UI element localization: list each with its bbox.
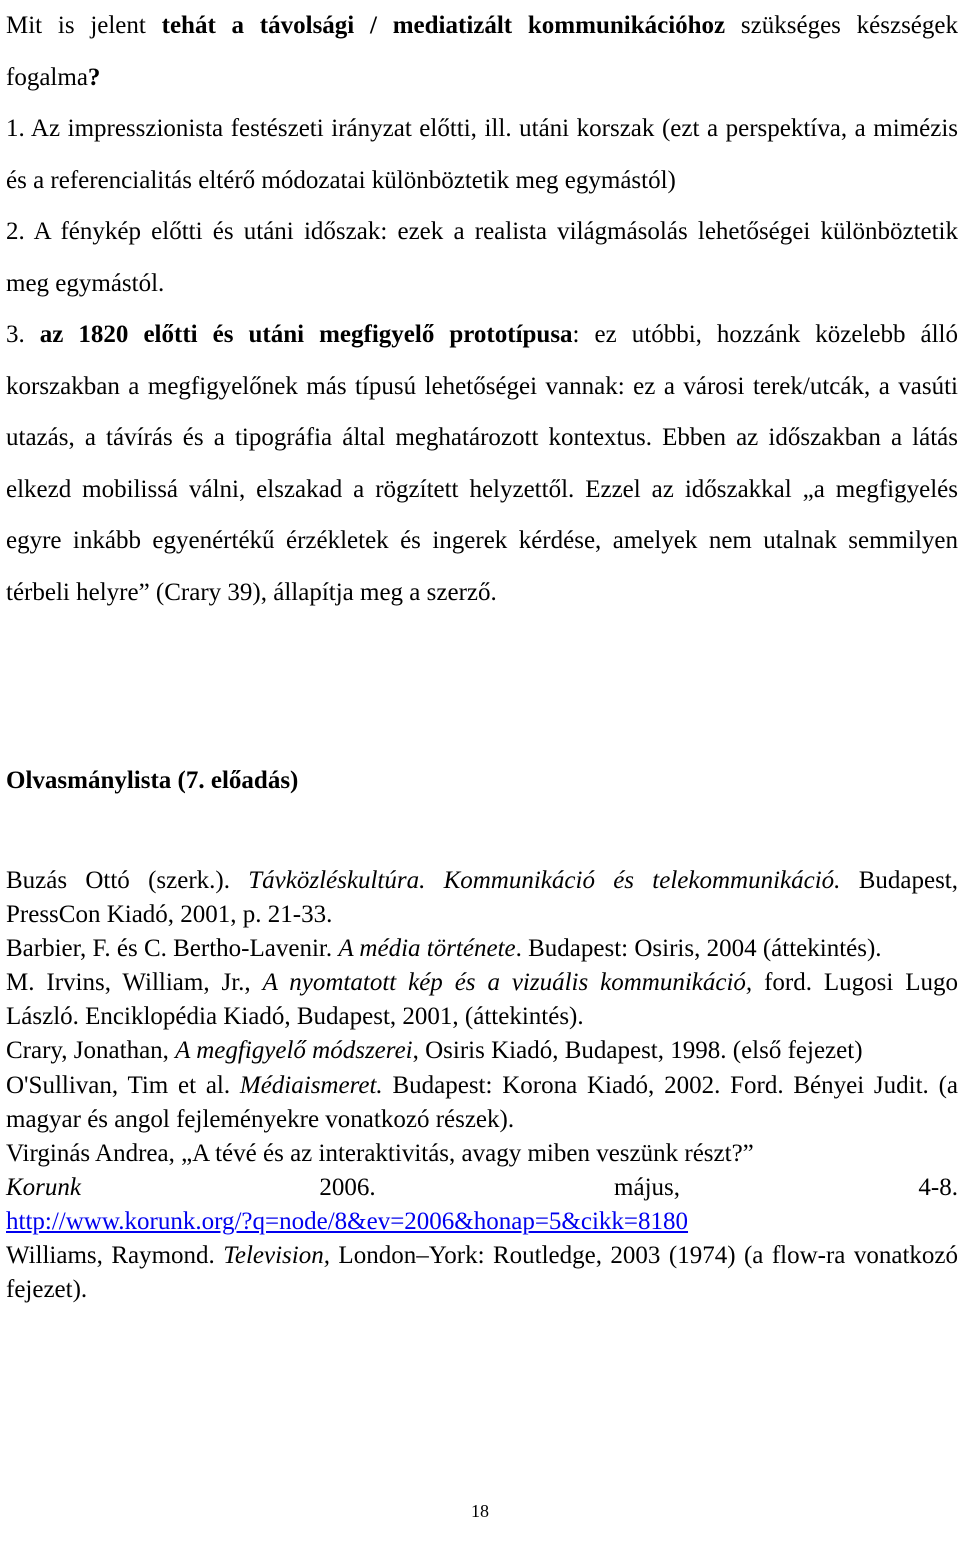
journal-row: Korunk 2006. május, 4-8. bbox=[6, 1173, 958, 1201]
reference-item: O'Sullivan, Tim et al. Médiaismeret. Budapest: Korona Kiadó, 2002. Ford. Bényei Judit. (a magyar és angol fejleményekre vonatkozó részek). bbox=[6, 1071, 958, 1133]
intro-item-3: 3. az 1820 előtti és utáni megfigyelő prototípusa: ez utóbbi, hozzánk közelebb álló korszakban a megfigyelőnek más típusú lehetőségei vannak: ez a városi terek/utcák, a vasúti utazás, a távírás és a tipográfia által meghatározott kontextus. Ebben az időszakban a látás elkezd mobilissá válni, elszakad a rögzített helyzettől. Ezzel az időszakkal „a megfigyelés egyre inkább egyenértékű érzékletek és ingerek kérdése, amelyek nem utalnak semmilyen térbeli helyre” (Crary 39), állapítja meg a szerző. bbox=[6, 321, 959, 606]
intro-section bbox=[6, 0, 958, 618]
intro-question bbox=[6, 0, 958, 103]
reference-item: Crary, Jonathan, A megfigyelő módszerei, Osiris Kiadó, Budapest, 1998. (első fejezet) bbox=[6, 1037, 863, 1065]
reading-list bbox=[6, 864, 958, 1307]
question-bold: tehát a távolsági / mediatizált kommunikációhoz bbox=[161, 12, 726, 39]
reference-item: Barbier, F. és C. Bertho-Lavenir. A média története. Budapest: Osiris, 2004 (áttekintés). bbox=[6, 935, 882, 963]
question-text: Mit is jelent bbox=[6, 12, 162, 39]
question-mark: ? bbox=[87, 63, 101, 91]
korunk-article-link[interactable]: http://www.korunk.org/?q=node/8&ev=2006&honap=5&cikk=8180 bbox=[6, 1207, 689, 1235]
reference-item: Buzás Ottó (szerk.). Távközléskultúra. Kommunikáció és telekommunikáció. Budapest, PressCon Kiadó, 2001, p. 21-33. bbox=[6, 867, 958, 929]
reference-item: M. Irvins, William, Jr., A nyomtatott kép és a vizuális kommunikáció, ford. Lugosi Lugo László. Enciklopédia Kiadó, Budapest, 2001, (áttekintés). bbox=[6, 969, 958, 1031]
question-text-end: szükséges készségek fogalma bbox=[6, 12, 958, 91]
reference-item: Williams, Raymond. Television, London–York: Routledge, 2003 (1974) (a flow-ra vonatkozó fejezet). bbox=[6, 1242, 958, 1304]
item-3-bold: az 1820 előtti és utáni megfigyelő prototípusa bbox=[39, 321, 573, 348]
reference-item: Virginás Andrea, „A tévé és az interaktivitás, avagy miben veszünk részt?” Korunk 2006. május, 4-8. http://www.korunk.org/?q=node/8&ev=2006&honap=5&cikk=8180 bbox=[6, 1139, 958, 1235]
intro-item-2: 2. A fénykép előtti és utáni időszak: ezek a realista világmásolás lehetőségei különböztetik meg egymástól. bbox=[6, 218, 958, 297]
page-number: 18 bbox=[471, 1501, 489, 1521]
intro-item-1: 1. Az impresszionista festészeti irányzat előtti, ill. utáni korszak (ezt a perspektíva, a mimézis és a referencialitás eltérő módozatai különböztetik meg egymástól) bbox=[6, 115, 958, 194]
reading-list-heading: Olvasmánylista (7. előadás) bbox=[6, 767, 299, 794]
